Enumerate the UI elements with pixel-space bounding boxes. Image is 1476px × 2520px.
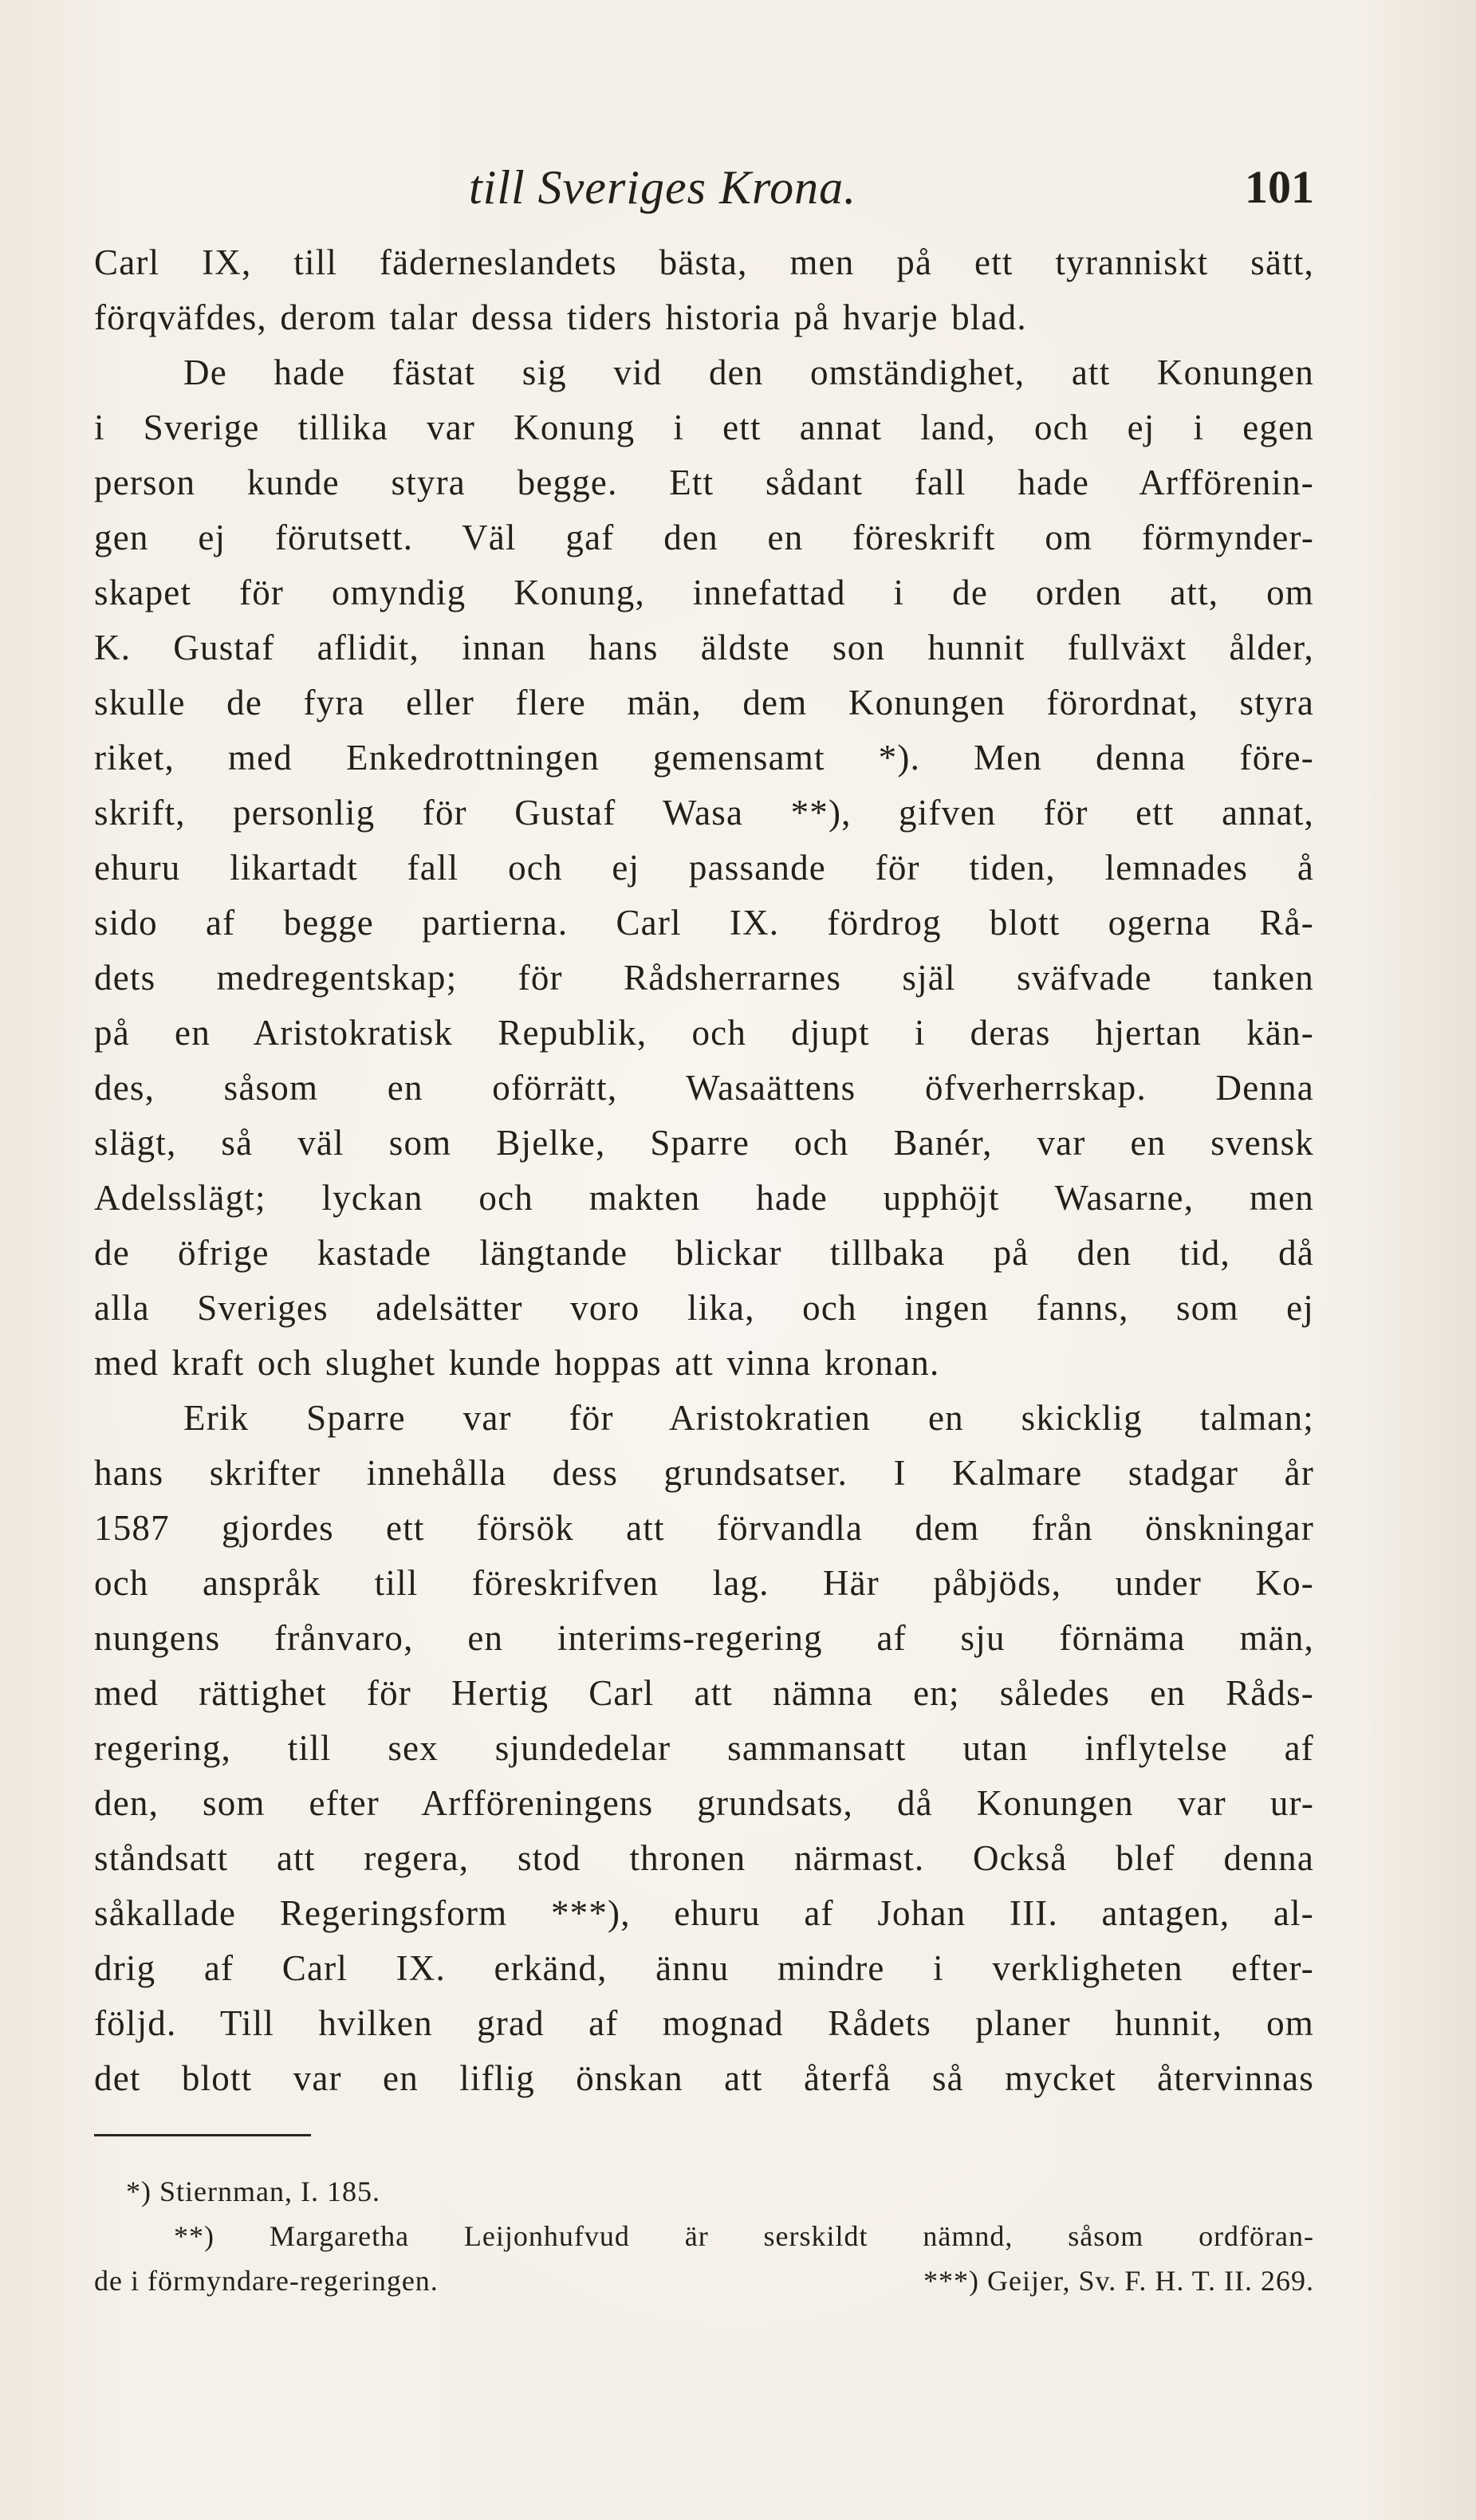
footnotes (94, 2169, 1314, 2303)
text-line: De hade fästat sig vid den omständighet, att Konungen (183, 352, 1314, 392)
text-line: och anspråk till föreskrifven lag. Här påbjöds, under Ko- (94, 1563, 1314, 1603)
text-line: sido af begge partierna. Carl IX. fördrog blott ogerna Rå- (94, 903, 1314, 943)
text-line: de öfrige kastade längtande blickar tillbaka på den tid, då (94, 1233, 1314, 1273)
text-line: Erik Sparre var för Aristokratien en skicklig talman; (183, 1398, 1314, 1438)
text-line: följd. Till hvilken grad af mognad Rådets planer hunnit, om (94, 2003, 1314, 2043)
text-line: den, som efter Arfföreningens grundsats, då Konungen var ur- (94, 1783, 1314, 1823)
footnote-2-continuation: de i förmyndare-regeringen. (94, 2265, 439, 2297)
page-header (94, 159, 1314, 215)
text-line: gen ej förutsett. Väl gaf den en föreskrift om förmynder- (94, 518, 1314, 557)
text-line: med kraft och slughet kunde hoppas att vinna kronan. (94, 1343, 940, 1383)
text-line: K. Gustaf aflidit, innan hans äldste son hunnit fullväxt ålder, (94, 628, 1314, 667)
text-line: skulle de fyra eller flere män, dem Konungen förordnat, styra (94, 683, 1314, 723)
running-title: till Sveriges Krona. (469, 161, 857, 214)
text-line: hans skrifter innehålla dess grundsatser. I Kalmare stadgar år (94, 1453, 1314, 1493)
text-line: såkallade Regeringsform ***), ehuru af Johan III. antagen, al- (94, 1893, 1314, 1933)
text-line: Adelsslägt; lyckan och makten hade upphöjt Wasarne, men (94, 1178, 1314, 1218)
text-line: ståndsatt att regera, stod thronen närmast. Också blef denna (94, 1838, 1314, 1878)
footnote-3: ***) Geijer, Sv. F. H. T. II. 269. (923, 2265, 1314, 2297)
text-line: ehuru likartadt fall och ej passande för tiden, lemnades å (94, 848, 1314, 888)
text-line: med rättighet för Hertig Carl att nämna en; således en Råds- (94, 1673, 1314, 1713)
text-line: i Sverige tillika var Konung i ett annat land, och ej i egen (94, 408, 1314, 447)
text-line: alla Sveriges adelsätter voro lika, och ingen fanns, som ej (94, 1288, 1314, 1328)
text-line: det blott var en liflig önskan att återfå så mycket återvinnas (94, 2058, 1314, 2098)
text-line: dets medregentskap; för Rådsherrarnes själ sväfvade tanken (94, 958, 1314, 998)
text-line: Carl IX, till fäderneslandets bästa, men på ett tyranniskt sätt, (94, 242, 1314, 282)
text-line: 1587 gjordes ett försök att förvandla dem från önskningar (94, 1508, 1314, 1548)
text-line: riket, med Enkedrottningen gemensamt *). Men denna före- (94, 738, 1314, 778)
text-line: skrift, personlig för Gustaf Wasa **), gifven för ett annat, (94, 793, 1314, 833)
text-line: slägt, så väl som Bjelke, Sparre och Banér, var en svensk (94, 1123, 1314, 1163)
text-line: skapet för omyndig Konung, innefattad i de orden att, om (94, 573, 1314, 612)
text-line: förqväfdes, derom talar dessa tiders historia på hvarje blad. (94, 297, 1027, 337)
text-line: drig af Carl IX. erkänd, ännu mindre i verkligheten efter- (94, 1948, 1314, 1988)
page-number: 101 (1245, 161, 1314, 213)
footnote-divider (94, 2134, 311, 2136)
text-line: nungens frånvaro, en interims-regering af sju förnäma män, (94, 1618, 1314, 1658)
text-line: person kunde styra begge. Ett sådant fall hade Arfförenin- (94, 463, 1314, 502)
text-line: på en Aristokratisk Republik, och djupt i deras hjertan kän- (94, 1013, 1314, 1053)
footnote-line (94, 2258, 1314, 2303)
body-text (94, 235, 1314, 2106)
text-line: regering, till sex sjundedelar sammansatt utan inflytelse af (94, 1728, 1314, 1768)
text-line: des, såsom en oförrätt, Wasaättens öfverherrskap. Denna (94, 1068, 1314, 1108)
footnote-1: *) Stiernman, I. 185. (126, 2175, 380, 2207)
footnote-2: **) Margaretha Leijonhufvud är serskildt nämnd, såsom ordföran- (174, 2220, 1314, 2252)
